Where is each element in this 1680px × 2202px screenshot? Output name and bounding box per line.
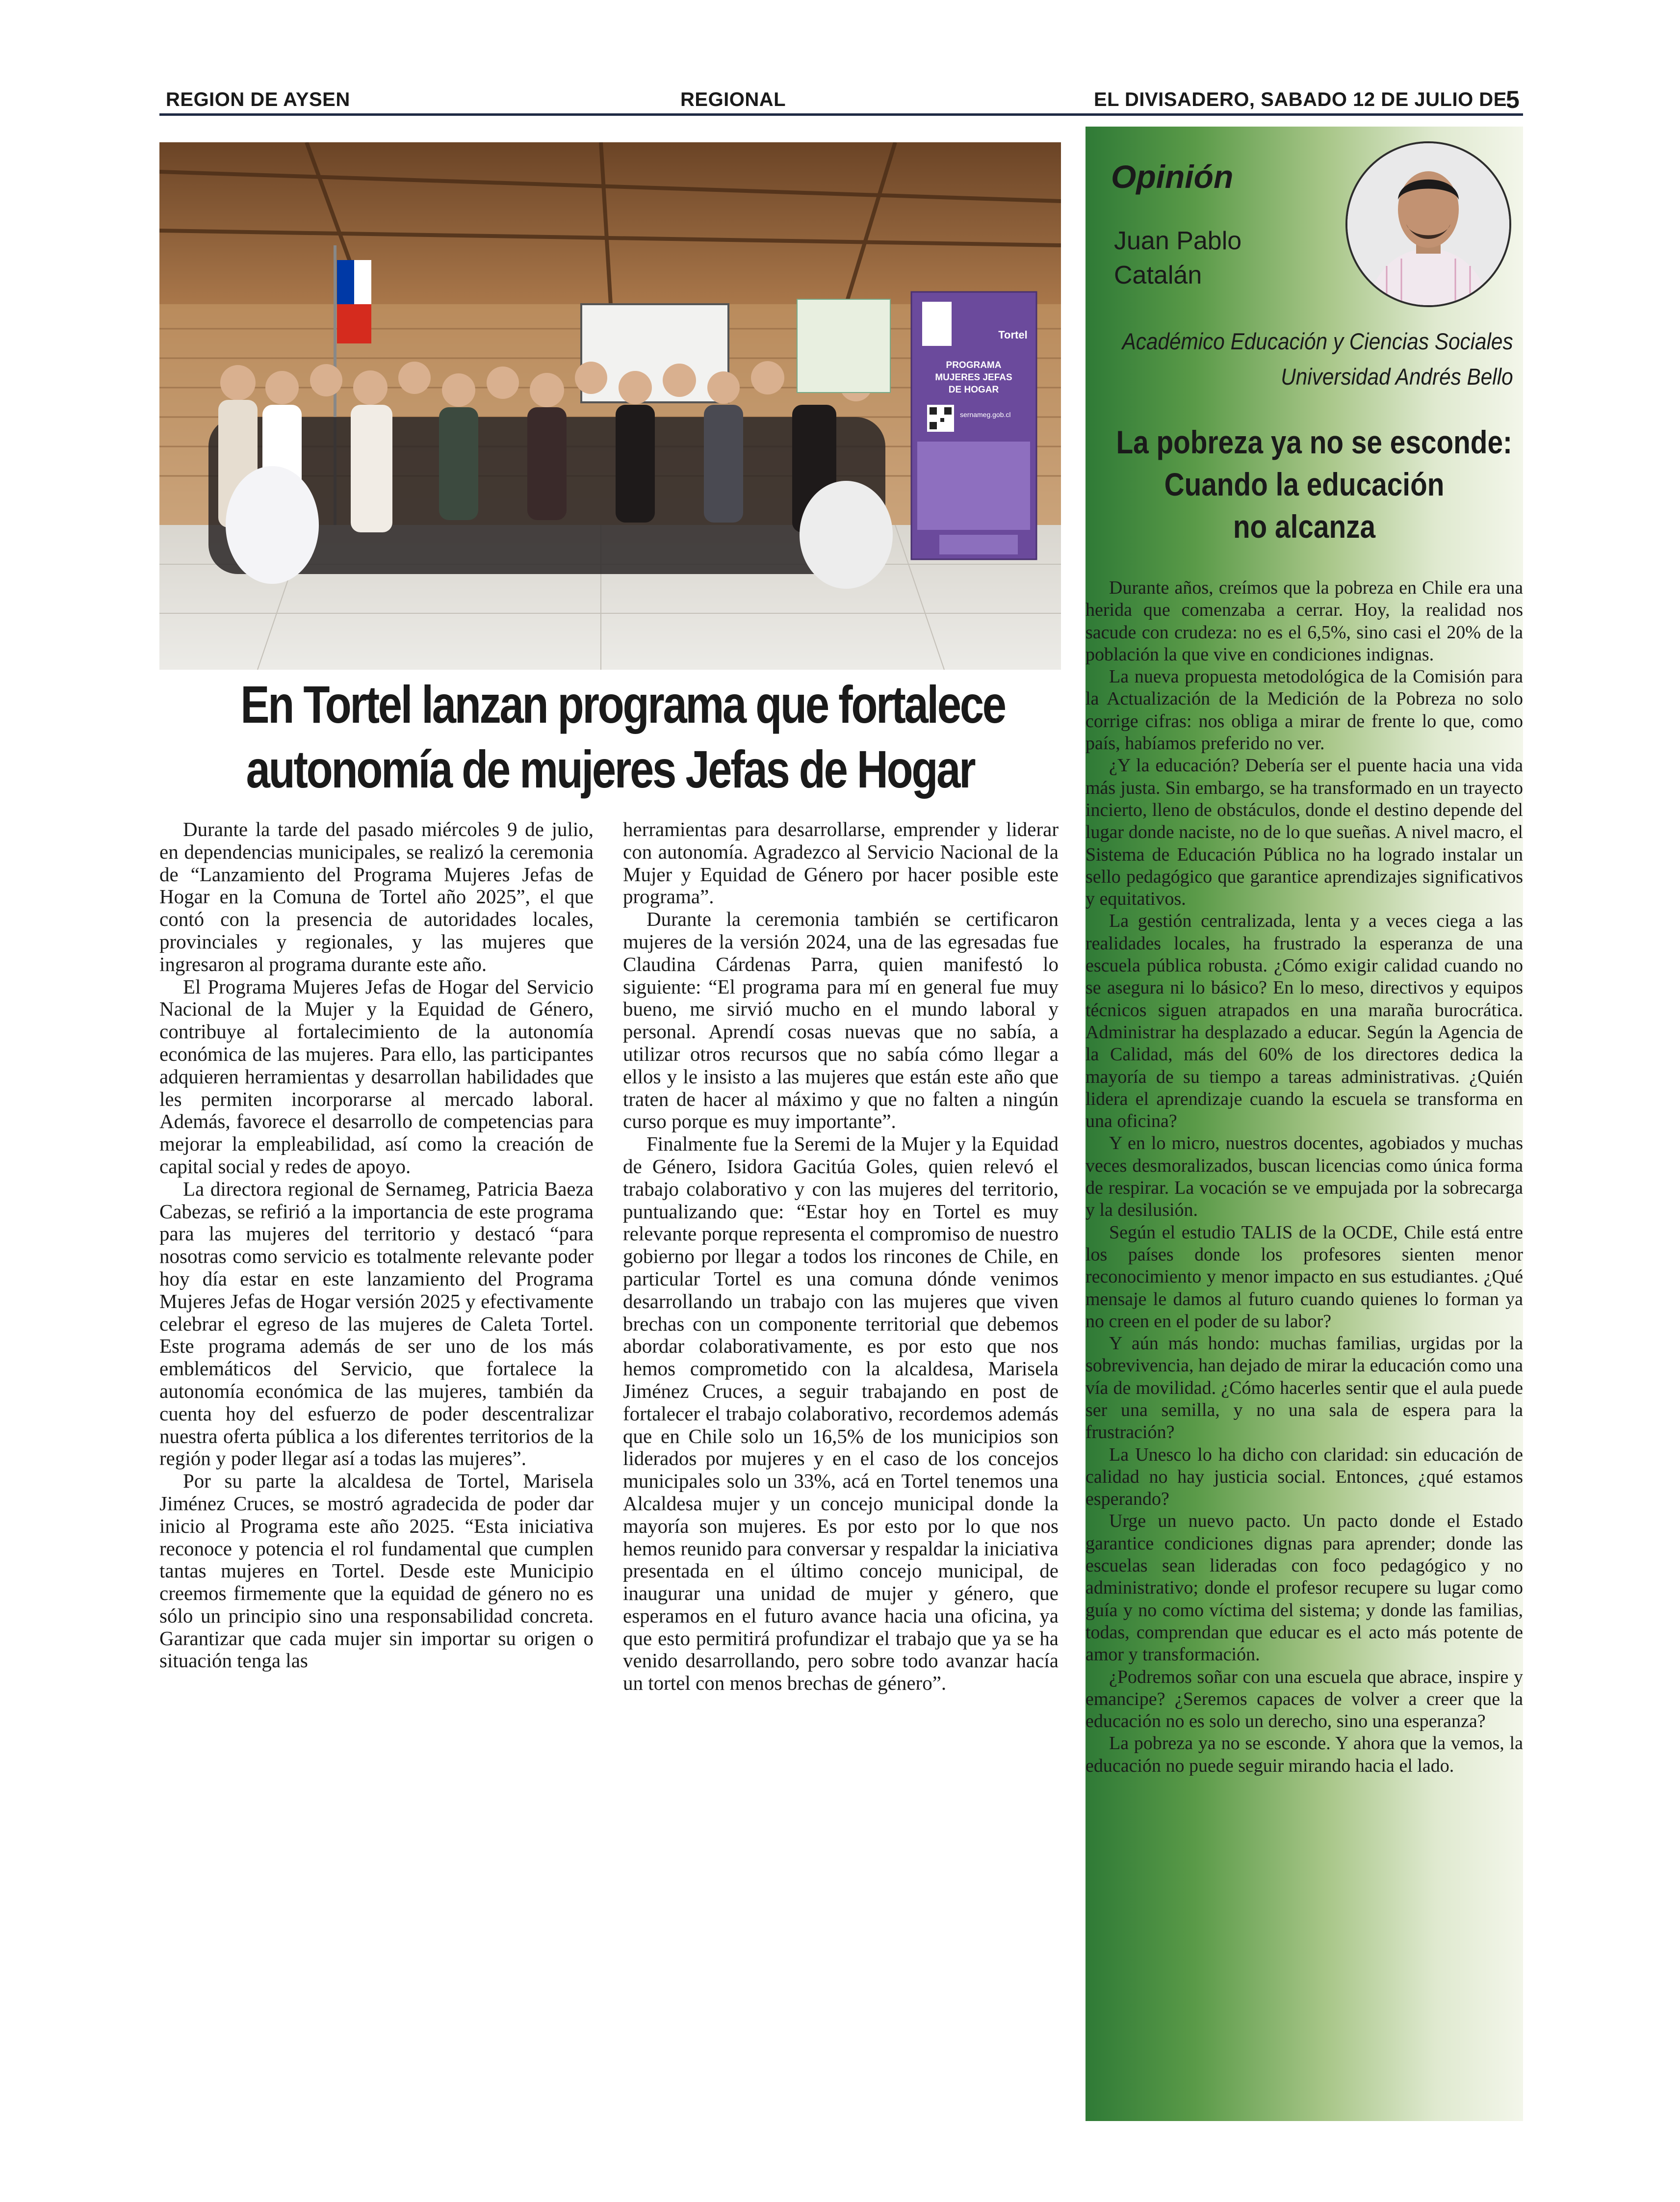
opinion-author bbox=[1114, 224, 1241, 292]
article-column-1 bbox=[159, 818, 594, 1672]
opinion-paragraph: Y en lo micro, nuestros docentes, agobiados y muchas veces desmoralizados, buscan licencias como única forma de respirar. La vocación se ve empujada por la sobrecarga y la desilusión. bbox=[1086, 1133, 1523, 1221]
author-last-name: Catalán bbox=[1114, 261, 1202, 289]
paragraph: El Programa Mujeres Jefas de Hogar del Servicio Nacional de la Mujer y la Equidad de Género, contribuye al fortalecimiento de la autonomía económica de las mujeres. Para ello, las participantes adquieren herramientas y desarrollan habilidades que les permiten incorporarse al mercado laboral. Además, favorece el desarrollo de competencias para mejorar la empleabilidad, así como la creación de capital social y redes de apoyo. bbox=[159, 975, 594, 1178]
opinion-body bbox=[1086, 577, 1523, 1777]
banner-site: sernameg.gob.cl bbox=[960, 411, 1011, 419]
opinion-title bbox=[1116, 421, 1512, 548]
paragraph: Por su parte la alcaldesa de Tortel, Marisela Jiménez Cruces, se mostró agradecida de poder dar inicio al Programa este año 2025. “Esta iniciativa reconoce y potencia el rol fundamental que cumplen tantas mujeres en Tortel. Desde este Municipio creemos firmemente que la equidad de género no es sólo un principio sino una responsabilidad concreta. Garantizar que cada mujer sin importar su origen o situación tenga las bbox=[159, 1469, 594, 1672]
opinion-paragraph: ¿Podremos soñar con una escuela que abrace, inspire y emancipe? ¿Seremos capaces de volver a creer que la educación no es solo un derecho, sino una esperanza? bbox=[1086, 1666, 1523, 1732]
banner-title-2: MUJERES JEFAS bbox=[935, 372, 1012, 383]
publication-date: EL DIVISADERO, SABADO 12 DE JULIO DE bbox=[1094, 89, 1507, 110]
affiliation-line-2: Universidad Andrés Bello bbox=[1281, 364, 1513, 390]
affiliation-line-1: Académico Educación y Ciencias Sociales bbox=[1122, 328, 1513, 354]
page-header bbox=[159, 82, 1523, 117]
page-number: 5 bbox=[1506, 86, 1520, 113]
banner-title-3: DE HOGAR bbox=[948, 385, 999, 395]
opinion-title-line-1: La pobreza ya no se esconde: bbox=[1116, 424, 1512, 460]
author-avatar bbox=[1345, 141, 1511, 307]
paragraph: Finalmente fue la Seremi de la Mujer y la Equidad de Género, Isidora Gacitúa Goles, quien relevó el trabajo colaborativo y con las mujeres del territorio, puntualizando que: “Estar hoy en Tortel es muy relevante porque representa el compromiso de nuestro gobierno por llegar a todos los rincones de Chile, en particular Tortel es una comuna dónde venimos desarrollando un trabajo con las mujeres que viven brechas con un componente territorial que debemos abordar colaborativamente, es por esto que nos hemos comprometido con la alcaldesa, Marisela Jiménez Cruces, a seguir trabajando en post de fortalecer el trabajo colaborativo, recordemos además que en Chile solo un 16,5% de los municipios son liderados por mujeres y en el caso de los concejos municipales solo un 33%, acá en Tortel tenemos una Alcaldesa mujer y un concejo municipal donde la mayoría son mujeres. Es por esto por lo que nos hemos reunido para conversar y respaldar la iniciativa presentada en el último concejo municipal, de inaugurar una unidad de mujer y género, que esperamos en el futuro avance hacia una oficina, ya que esto permitirá profundizar el trabajo que ya se ha venido desarrollando, pero sobre todo avanzar hacía un tortel con menos brechas de género”. bbox=[623, 1132, 1059, 1695]
section-name: REGIONAL bbox=[680, 89, 786, 110]
opinion-paragraph: Según el estudio TALIS de la OCDE, Chile está entre los países donde los profesores sienten menor reconocimiento y menor impacto en sus estudiantes. ¿Qué mensaje le damos al futuro cuando quienes lo forman ya no creen en el poder de su labor? bbox=[1086, 1222, 1523, 1332]
opinion-paragraph: La Unesco lo ha dicho con claridad: sin educación de calidad no hay justicia social. Entonces, ¿qué estamos esperando? bbox=[1086, 1444, 1523, 1510]
headline-line-1: En Tortel lanzan programa que fortalece bbox=[240, 675, 1005, 734]
paragraph: Durante la tarde del pasado miércoles 9 de julio, en dependencias municipales, se realizó la ceremonia de “Lanzamiento del Programa Mujeres Jefas de Hogar en la Comuna de Tortel año 2025”, el que contó con la presencia de autoridades locales, provinciales y regionales, y las mujeres que ingresaron al programa durante este año. bbox=[159, 818, 594, 975]
banner-title-1: PROGRAMA bbox=[946, 360, 1002, 370]
paragraph: Durante la ceremonia también se certificaron mujeres de la versión 2024, una de las egresadas fue Claudina Cárdenas Parra, quien manifestó lo siguiente: “El programa para mí en general fue muy bueno, me sirvió mucho en el mundo laboral y personal. Aprendí cosas nuevas que no sabía, a utilizar otros recursos que no sabía cómo llegar a ellos y le insisto a las mujeres que están este año que traten de hacer al máximo y que no falten a ningún curso porque es muy importante”. bbox=[623, 908, 1059, 1133]
article-headline bbox=[240, 672, 1005, 802]
opinion-paragraph: ¿Y la educación? Debería ser el puente hacia una vida más justa. Sin embargo, se ha transformado en un trayecto incierto, lleno de obstáculos, donde el destino depende del lugar donde naciste, no de lo que sueñas. A nivel macro, el Sistema de Educación Pública no ha logrado instalar un sello pedagógico que garantice aprendizajes significativos y equitativos. bbox=[1086, 755, 1523, 910]
header-rule bbox=[159, 113, 1523, 116]
opinion-paragraph: La pobreza ya no se esconde. Y ahora que la vemos, la educación no puede seguir mirando hacia el lado. bbox=[1086, 1733, 1523, 1776]
author-first-name: Juan Pablo bbox=[1114, 227, 1242, 255]
section-region: REGION DE AYSEN bbox=[166, 89, 350, 110]
opinion-label: Opinión bbox=[1111, 158, 1234, 195]
banner-brand: Tortel bbox=[998, 329, 1028, 341]
author-affiliation bbox=[1122, 324, 1513, 394]
opinion-paragraph: Durante años, creímos que la pobreza en Chile era una herida que comenzaba a cerrar. Hoy, la realidad nos sacude con crudeza: no es el 6,5%, sino casi el 20% de la población la que vive en condiciones indignas. bbox=[1086, 577, 1523, 665]
paragraph: La directora regional de Sernameg, Patricia Baeza Cabezas, se refirió a la importancia de este programa para las mujeres del territorio y destacó “para nosotras como servicio es totalmente relevante poder hoy día estar en este lanzamiento del Programa Mujeres Jefas de Hogar versión 2025 y efectivamente celebrar el egreso de las mujeres de Caleta Tortel. Este programa además de ser uno de los más emblemáticos del Servicio, que fortalece la autonomía económica de las mujeres, también da cuenta hoy del esfuerzo de poder descentralizar nuestra oferta pública a los diferentes territorios de la región y poder llegar así a todas las mujeres”. bbox=[159, 1177, 594, 1470]
opinion-sidebar bbox=[1086, 127, 1523, 2121]
article-column-2 bbox=[623, 818, 1059, 1695]
opinion-title-line-2: Cuando la educación bbox=[1164, 466, 1445, 502]
article-photo bbox=[159, 142, 1061, 670]
headline-line-2: autonomía de mujeres Jefas de Hogar bbox=[246, 739, 975, 799]
opinion-paragraph: Y aún más hondo: muchas familias, urgidas por la sobrevivencia, han dejado de mirar la educación como una vía de movilidad. ¿Cómo hacerles sentir que el aula puede ser una semilla, y no una sala de espera para la frustración? bbox=[1086, 1333, 1523, 1443]
paragraph-continued: herramientas para desarrollarse, emprender y liderar con autonomía. Agradezco al Servicio Nacional de la Mujer y Equidad de Género por hacer posible este programa”. bbox=[623, 818, 1059, 908]
opinion-paragraph: La nueva propuesta metodológica de la Comisión para la Actualización de la Medición de la Pobreza no solo corrige cifras: nos obliga a mirar de frente lo que, como país, habíamos preferido no ver. bbox=[1086, 666, 1523, 754]
opinion-title-line-3: no alcanza bbox=[1233, 508, 1376, 545]
opinion-paragraph: La gestión centralizada, lenta y a veces ciega a las realidades locales, ha frustrado la esperanza de una escuela pública robusta. ¿Cómo exigir calidad cuando no se asegura ni lo básico? En lo meso, directivos y equipos técnicos siguen atrapados en una maraña burocrática. Administrar ha desplazado a educar. Según la Agencia de la Calidad, más del 60% de los directores dedica la mayoría de su tiempo a tareas administrativas. ¿Quién lidera el aprendizaje cuando la escuela se transforma en una oficina? bbox=[1086, 911, 1523, 1132]
opinion-paragraph: Urge un nuevo pacto. Un pacto donde el Estado garantice condiciones dignas para aprender; donde las escuelas sean lideradas con foco pedagógico y no administrativo; donde el profesor recupere su lugar como guía y no como víctima del sistema; y donde las familias, todas, comprendan que educar es el acto más potente de amor y transformación. bbox=[1086, 1511, 1523, 1665]
